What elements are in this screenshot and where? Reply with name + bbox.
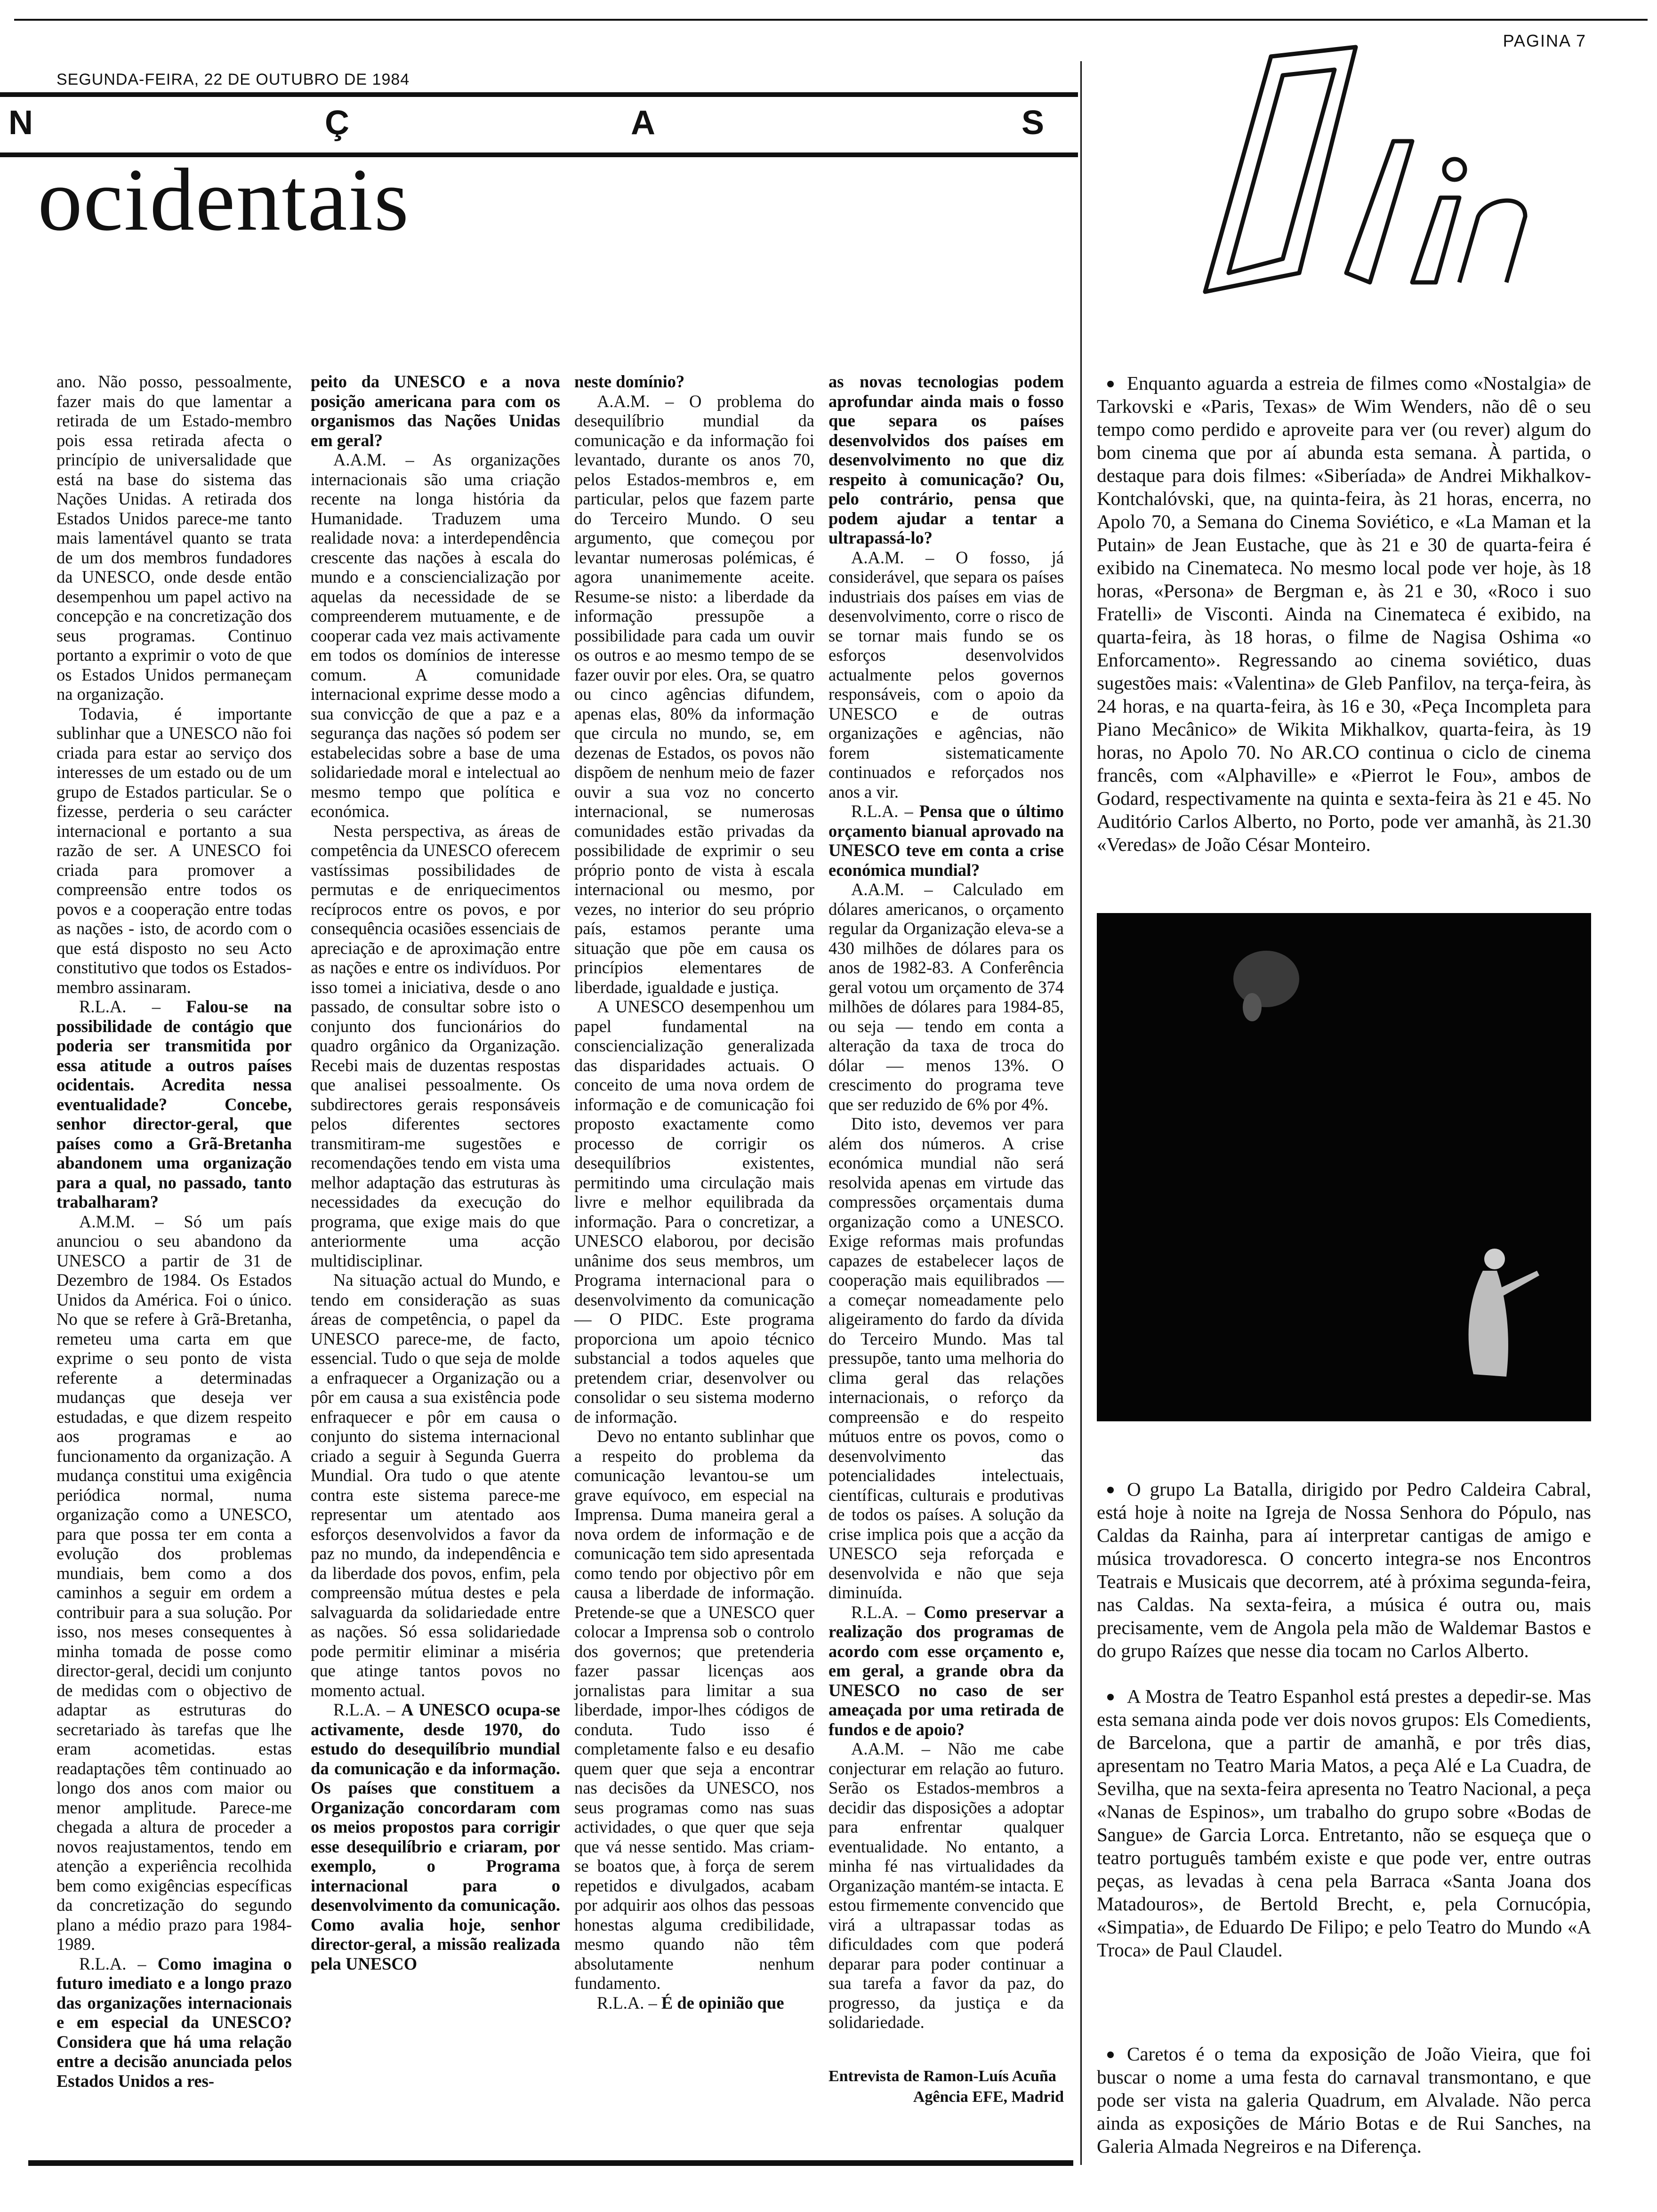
- interviewer-tag: R.L.A. –: [851, 801, 913, 821]
- olin-logo: [1149, 28, 1572, 320]
- credit-agency: Agência EFE, Madrid: [913, 2088, 1064, 2106]
- article-credit: [828, 2066, 1064, 2108]
- bullet-icon: [1107, 1487, 1114, 1493]
- bullet-icon: [1107, 381, 1114, 387]
- article-paragraph: Dito isto, devemos ver para além dos números. A crise económica mundial não será resolvida apenas em virtude das compressões orçamentais duma organização como a UNESCO. Exige reformas mais profundas capazes de estabelecer laços de cooperação mais equilibrados — a começar nomeadamente pelo aligeiramento do fardo da dívida do Terceiro Mundo. Mas tal pressupõe, tanto uma melhoria do clima geral das relações internacionais, o reforço da compreensão e do respeito mútuos entre os povos, como o desenvolvimento das potencialidades intelectuais, científicas, culturais e produtivas de todos os países. A solução da crise implica pois que a acção da UNESCO seja reforçada e desenvolvida e não que seja diminuída.: [828, 1114, 1064, 1602]
- interview-question: Como preservar a realização dos programas de acordo com esse orçamento e, em geral, a grande obra da UNESCO no caso de ser ameaçada por uma retirada de fundos e de apoio?: [828, 1602, 1064, 1739]
- article-paragraph: Devo no entanto sublinhar que a respeito do problema da comunicação levantou-se um grave equívoco, em especial na Imprensa. Duma maneira geral a nova ordem de informação e de comunicação tem sido apresentada como tendo por objectivo pôr em causa a liberdade de informação. Pretende-se que a UNESCO quer colocar a Imprensa sob o controlo dos governos; que pretenderia fazer passar licenças aos jornalistas para limitar a sua liberdade, impor-lhes códigos de conduta. Tudo isso é completamente falso e eu desafio quem quer que seja a encontrar nas decisões da UNESCO, nos seus programas como nas suas actividades, o que quer que seja que vá nesse sentido. Mas criam-se boatos que, à força de serem repetidos e divulgados, acabam por adquirir aos olhos das pessoas honestas alguma credibilidade, mesmo quando não têm absolutamente nenhum fundamento.: [574, 1427, 814, 1993]
- footer-rule: [28, 2160, 1073, 2166]
- interviewer-tag: R.L.A. –: [851, 1602, 916, 1622]
- page-number: PAGINA 7: [1503, 31, 1586, 50]
- article-paragraph: A UNESCO desempenhou um papel fundamental na consciencialização generalizada das disparidades actuais. O conceito de uma nova ordem de informação e de comunicação foi proposto exactamente como processo de corrigir os desequilíbrios existentes, permitindo uma circulação mais livre e melhor equilibrada da informação. Para o concretizar, a UNESCO elaborou, por decisão unânime dos seus membros, um Programa internacional para o desenvolvimento da comunicação — O PIDC. Este programa proporciona um apoio técnico substancial a todos aqueles que pretendem criar, desenvolver ou consolidar o seu sistema moderno de informação.: [574, 997, 814, 1427]
- interviewer-tag: R.L.A. –: [79, 997, 161, 1016]
- interview-question: É de opinião que: [661, 1993, 784, 2012]
- bullet-icon: [1107, 1694, 1114, 1700]
- stage-photo: [1097, 913, 1591, 1421]
- credit-line: Entrevista de Ramon-Luís Acuña: [828, 2068, 1056, 2085]
- headline: ocidentais: [38, 151, 410, 249]
- interviewer-tag: R.L.A. –: [79, 1954, 146, 1973]
- column-divider: [1080, 61, 1082, 2165]
- header-date: SEGUNDA-FEIRA, 22 DE OUTUBRO DE 1984: [56, 71, 410, 88]
- sidebar-item-theatre: [1097, 1685, 1591, 1962]
- article-paragraph: A.A.M. – O problema do desequilíbrio mundial da comunicação e da informação foi levantado, durante os anos 70, pelos Estados-membros e, em particular, pelos que fazem parte do Terceiro Mundo. O seu argumento, que começou por levantar numerosas polémicas, é agora unanimemente aceite. Resume-se nisto: a liberdade da informação pressupõe a possibilidade para cada um ouvir os outros e ao mesmo tempo de se fazer ouvir por eles. Ora, se quatro ou cinco agências difundem, apenas elas, 80% da informação que circula no mundo, se, em dezenas de Estados, os povos não dispõem de nenhum meio de fazer ouvir a sua voz no concerto internacional, se numerosas comunidades estão privadas da possibilidade de exprimir o seu próprio ponto de vista à escala internacional ou mesmo, por vezes, no interior do seu próprio país, estamos perante uma situação que põe em causa os princípios elementares de liberdade, igualdade e justiça.: [574, 391, 814, 997]
- article-paragraph: A.A.M. – Não me cabe conjecturar em relação ao futuro. Serão os Estados-membros a decidir das disposições a adoptar para enfrentar qualquer eventualidade. No entanto, a minha fé nas virtualidades da Organização mantém-se intacta. E estou firmemente convencido que virá a ultrapassar todas as dificuldades com que poderá deparar para poder continuar a sua tarefa a favor da paz, do progresso, da justiça e da solidariedade.: [828, 1739, 1064, 2032]
- article-paragraph: Na situação actual do Mundo, e tendo em consideração as suas áreas de competência, o papel da UNESCO parece-me, de facto, essencial. Tudo o que seja de molde a enfraquecer a Organização ou a pôr em causa a sua existência pode enfraquecer e pôr em causa o conjunto do sistema internacional criado a seguir à Segunda Guerra Mundial. Ora tudo o que atente contra este sistema parece-me representar um atentado aos esforços desenvolvidos a favor da paz no mundo, da independência e da liberdade dos povos, enfim, pela compreensão mútua destes e pela salvaguarda da solidariedade entre as nações. Só essa solidariedade pode permitir eliminar a miséria que atinge tantos povos no momento actual.: [311, 1270, 560, 1700]
- interview-question: Pensa que o último orçamento bianual aprovado na UNESCO teve em conta a crise económica mundial?: [828, 801, 1064, 880]
- sidebar-text: Enquanto aguarda a estreia de filmes como «Nostalgia» de Tarkovski e «Paris, Texas» de Wim Wenders, não dê o seu tempo como perdido e aproveite para ver (ou rever) algum do bom cinema que por aí abunda esta semana. À partida, o destaque para dois filmes: «Siberíada» de Andrei Mikhalkov-Kontchalóvski, que, na quinta-feira, às 21 horas, encerra, no Apolo 70, a Semana do Cinema Soviético, e «La Maman et la Putain» de Jean Eustache, que às 21 e 30 de quarta-feira é exibido na Cinemateca. No mesmo local pode ver hoje, às 18 horas, «Persona» de Bergman e, às 21 e 30, «Roco i suo Fratelli» de Visconti. Ainda na Cinemateca é exibido, na quarta-feira, às 18 horas, o filme de Nagisa Oshima «o Enforcamento». Regressando ao cinema soviético, duas sugestões mais: «Valentina» de Gleb Panfilov, na terça-feira, às 24 horas, e na quarta-feira, às 16 e 30, «Peça Incompleta para Piano Mecânico» de Wikita Mikhalkov, quarta-feira, às 19 horas, no Apolo 70. No AR.CO continua o ciclo de cinema francês, com «Alphaville» e «Pierrot le Fou», ambos de Godard, respectivamente na quinta e sexta-feira às 21 e 45. No Auditório Carlos Alberto, no Porto, pode ver amanhã, às 21.30 «Veredas» de João César Monteiro.: [1097, 372, 1591, 855]
- sidebar-item-music: [1097, 1478, 1591, 1662]
- article-paragraph: A.A.M. – As organizações internacionais são uma criação recente na longa história da Humanidade. Traduzem uma realidade nova: a interdependência crescente das nações à escala do mundo e a consciencialização por aquelas da necessidade de se compreenderem mutuamente, e de cooperar cada vez mais activamente em todos os domínios de interesse comum. A comunidade internacional exprime desse modo a sua convicção de que a paz e a segurança das nações só podem ser estabelecidas sobre a base de uma solidariedade moral e intelectual ao mesmo tempo que política e económica.: [311, 450, 560, 821]
- top-rule: [14, 19, 1648, 21]
- interview-question: A UNESCO ocupa-se activamente, desde 1970, do estudo do desequilíbrio mundial da comunicação e da informação. Os países que constituem a Organização concordaram com os meios propostos para corrigir esse desequilíbrio e criaram, por exemplo, o Programa internacional para o desenvolvimento da comunicação. Como avalia hoje, senhor director-geral, a missão realizada pela UNESCO: [311, 1700, 560, 1973]
- sidebar-item-cinema: [1097, 372, 1591, 856]
- interview-question: Como imagina o futuro imediato e a longo prazo das organizações internacionais e em especial da UNESCO? Considera que há uma relação entre a decisão anunciada pelos Estados Unidos a res-: [56, 1954, 292, 2091]
- article-paragraph: ano. Não posso, pessoalmente, fazer mais do que lamentar a retirada de um Estado-membro pois essa retirada afecta o princípio de universalidade que está na base do sistema das Nações Unidas. A retirada dos Estados Unidos parece-me tanto mais lamentável quanto se trata de um dos membros fundadores da UNESCO, onde desde então desempenhou um papel activo na concepção e na concretização dos seus programas. Continuo portanto a exprimir o voto de que os Estados Unidos permaneçam na organização.: [56, 372, 292, 704]
- article-column-4: [828, 372, 1064, 2032]
- article-column-2: [311, 372, 560, 1973]
- article-paragraph: Todavia, é importante sublinhar que a UNESCO não foi criada para estar ao serviço dos interesses de um estado ou de um grupo de Estados particular. Se o fizesse, perderia o seu carácter internacional e portanto a sua razão de ser. A UNESCO foi criada para promover a compreensão entre todos os povos e a cooperação entre todas as nações - isto, de acordo com o que está disposto no seu Acto constitutivo que todos os Estados-membro assinaram.: [56, 704, 292, 997]
- sidebar-text: A Mostra de Teatro Espanhol está prestes a depedir-se. Mas esta semana ainda pode ver dois novos grupos: Els Comedients, de Barcelona, que a partir de amanhã, e por três dias, apresentam no Teatro Maria Matos, a peça Alé e La Cuadra, de Sevilha, que na sexta-feira apresenta no Teatro Nacional, a peça «Nanas de Espinos», um trabalho do grupo sobre «Bodas de Sangue» de Garcia Lorca. Entretanto, não se esqueça que o teatro português também existe e que pode ver, entre outras peças, as levadas à cena pela Barraca «Santa Joana dos Matadouros», de Bertold Brecht, e, pela Cornucópia, «Simpatia», de Eduardo De Filipo; e pelo Teatro do Mundo «A Troca» de Paul Claudel.: [1097, 1685, 1591, 1961]
- article-paragraph: A.A.M. – Calculado em dólares americanos, o orçamento regular da Organização eleva-se a 430 milhões de dólares para os anos de 1982-83. A Conferência geral votou um orçamento de 374 milhões de dólares para 1984-85, ou seja — tendo em conta a alteração da taxa de troca do dólar — menos 13%. O crescimento do programa teve que ser reduzido de 6% por 4%.: [828, 880, 1064, 1114]
- article-paragraph: A.A.M. – O fosso, já considerável, que separa os países industriais dos países em vias de desenvolvimento, corre o risco de se tornar mais fundo se os esforços desenvolvidos actualmente pelos governos responsáveis, com o apoio da UNESCO e de outras organizações e agências, não forem sistematicamente continuados e reforçados nos anos a vir.: [828, 547, 1064, 801]
- banner-letter: S: [1022, 104, 1045, 142]
- sidebar-text: O grupo La Batalla, dirigido por Pedro Caldeira Cabral, está hoje à noite na Igreja de Nossa Senhora do Pópulo, nas Caldas da Rainha, para aí interpretar cantigas de amigo e música trovadoresca. O concerto integra-se nos Encontros Teatrais e Musicais que decorrem, até à próxima segunda-feira, nas Caldas. Na sexta-feira, a música é outra ou, mais precisamente, vem de Angola pela mão de Waldemar Bastos e do grupo Raízes que nesse dia tocam no Carlos Alberto.: [1097, 1478, 1591, 1661]
- interviewer-tag: R.L.A. –: [333, 1700, 395, 1719]
- banner-letter: Ç: [325, 104, 349, 142]
- interview-question: as novas tecnologias podem aprofundar ainda mais o fosso que separa os países desenvolvidos dos países em desenvolvimento no que diz respeito à comunicação? Ou, pelo contrário, pensa que podem ajudar a tentar a ultrapassá-lo?: [828, 372, 1064, 547]
- article-paragraph: A.M.M. – Só um país anunciou o seu abandono da UNESCO a partir de 31 de Dezembro de 1984. Os Estados Unidos da América. Foi o único. No que se refere à Grã-Bretanha, remeteu uma carta em que exprime o seu ponto de vista referente a determinadas mudanças que deseja ver estudadas, e que dizem respeito aos programas e ao funcionamento da organização. A mudança constitui uma exigência periódica normal, numa organização como a UNESCO, para que possa ter em conta a evolução dos problemas mundiais, bem como a dos caminhos a seguir em ordem a contribuir para a sua solução. Por isso, nos meses consequentes à minha tomada de posse como director-geral, decidi um conjunto de medidas com o objectivo de adaptar as estruturas do secretariado às tarefas que lhe eram acometidas. estas readaptações têm continuado ao longo dos anos com maior ou menor amplitude. Parece-me chegada a altura de proceder a novos reajustamentos, tendo em atenção a experiência recolhida bem como exigências específicas da concretização do segundo plano a médio prazo para 1984-1989.: [56, 1211, 292, 1954]
- interviewer-tag: R.L.A. –: [597, 1993, 657, 2012]
- interview-question: neste domínio?: [574, 372, 685, 391]
- banner-letter: N: [8, 104, 33, 142]
- article-column-3: [574, 372, 814, 2012]
- interview-question: peito da UNESCO e a nova posição americana para com os organismos das Nações Unidas em geral?: [311, 372, 560, 450]
- section-banner: [0, 92, 1078, 157]
- banner-letter: A: [631, 104, 655, 142]
- bullet-icon: [1107, 2052, 1114, 2058]
- sidebar-text: Caretos é o tema da exposição de João Vieira, que foi buscar o nome a uma festa do carnaval transmontano, e que pode ser vista na galeria Quadrum, em Alvalade. Não perca ainda as exposições de Mário Botas e de Rui Sanches, na Galeria Almada Negreiros e na Diferença.: [1097, 2043, 1591, 2157]
- article-paragraph: Nesta perspectiva, as áreas de competência da UNESCO oferecem vastíssimas possibilidades de permutas e de enriquecimentos recíprocos entre os povos, e por consequência ocasiões essenciais de apreciação e de aproximação entre as nações e entre os indivíduos. Por isso tomei a iniciativa, desde o ano passado, de consultar sobre isto o conjunto dos funcionários do quadro orgânico da Organização. Recebi mais de duzentas respostas que analisei pessoalmente. Os subdirectores gerais responsáveis pelos diferentes sectores transmitiram-me sugestões e recomendações tendo em vista uma melhor adaptação das estruturas às necessidades da execução do programa, que exige mais do que anteriormente uma acção multidisciplinar.: [311, 821, 560, 1270]
- article-column-1: [56, 372, 292, 2091]
- sidebar-item-exhibitions: [1097, 2043, 1591, 2158]
- interview-question: Falou-se na possibilidade de contágio que poderia ser transmitida por essa atitude a outros países ocidentais. Acredita nessa eventualidade? Concebe, senhor director-geral, que países como a Grã-Bretanha abandonem uma organização para a qual, no passado, tanto trabalharam?: [56, 997, 292, 1211]
